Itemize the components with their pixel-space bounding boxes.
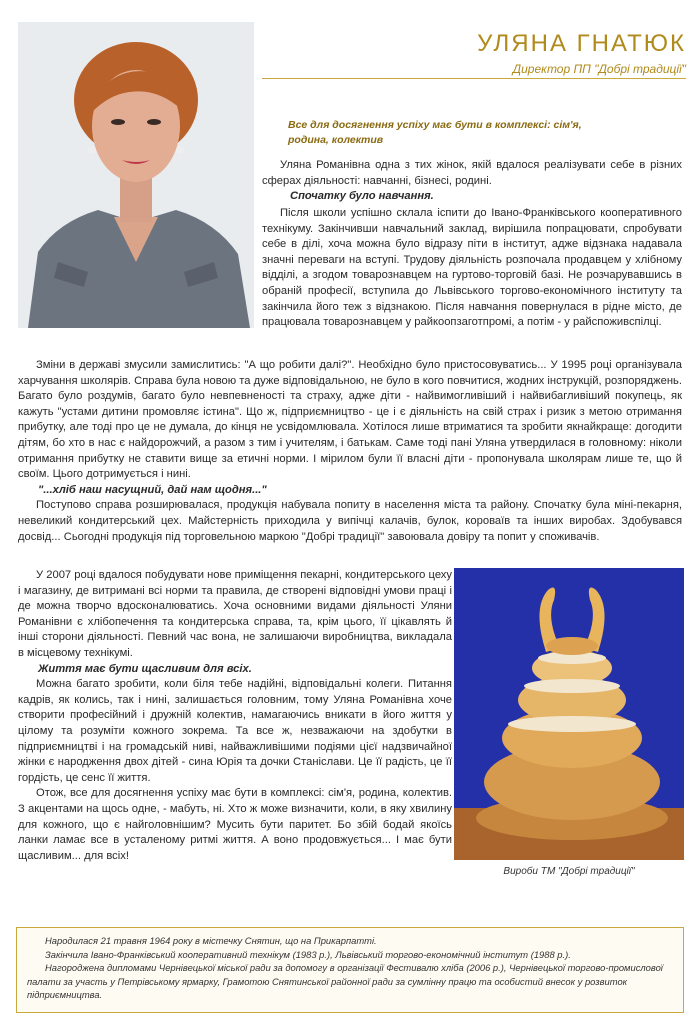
person-title: Директор ПП "Добрі традиції" [512,62,686,76]
section-heading-bread: "...хліб наш насущний, дай нам щодня..." [38,483,267,496]
section-heading-happy: Життя має бути щасливим для всіх. [38,662,252,675]
intro-paragraph: Уляна Романівна одна з тих жінок, якій вдалося реалізувати себе в різних сферах діяльності: навчанні, бізнесі, родині. [262,159,682,187]
article-body-1 [18,358,682,545]
changes-paragraph: Зміни в державі змусили замислитись: "А що робити далі?". Необхідно було пристосовуватись... У 1995 році організувала харчування школярів. Справа була новою та дуже відповідальною, не було в кого повчитися, жодних інструкцій, розпоряджень. Багато було роздумів, багато було невпевненості та страху, адже діти - найвимогливіший і найвибагливіший покупець, як кажуть "устами дитини промовляє істина". Що ж, підприємництво - це і є діяльність на свій страх і ризик з метою отримання прибутку, але тоді про це не думала, до кінця не усвідомлювала. Хотілося лише втриматися та зробити якнайкраще: догодити дітям, бо хто в нас є найдорожчий, а разом з тим і учителям, і батькам. Саме тоді пані Уляна утвердилася в головному: ніколи отримання прибутку не ставити вище за етичні норми. І мірилом були її власні діти - пропонувала школярам лише те, що й своїм. Цього дотримується і нині. [18,359,682,481]
bio-born: Народилася 21 травня 1964 року в містечку Снятин, що на Прикарпатті. [45,935,377,946]
building-paragraph: У 2007 році вдалося побудувати нове приміщення пекарні, кондитерського цеху і магазину, де витримані всі норми та правила, де створені відповідні умови праці і де можна творчо вдосконалюватись. Хоча основними видами діяльності Уляни Романівни є хлібопечення та кондитерська справа, та, крім цього, її цікавлять й інші сторони діяльності. Певний час вона, не залишаючи виробництва, викладала в місцевому технікумі. [18,569,452,659]
team-paragraph: Можна багато зробити, коли біля тебе надійні, відповідальні колеги. Питання кадрів, як колись, так і нині, залишається головним, тому Уляна Романівна хоче створити професійний і дружній колектив, намагаючись вникати в його життя у цілому та розуміти кожного зокрема. Та все ж, незважаючи на здобутки в підприємництві і на громадській ниві, найважливішими подіями цієї надзвичайної жінки є народження двох дітей - сина Юрія та дочки Станіслави. Це її радість, це її гордість, це сенс її життя. [18,678,452,784]
closing-paragraph: Отож, все для досягнення успіху має бути в комплексі: сім'я, родина, колектив. З акцентами на щось одне, - мабуть, ні. Хто ж може визначити, коли, в яку хвилину для кожного, що є найголовнішим? Мусить бути паритет. Бо збій бодай якоїсь ланки ламає все в усталеному ритмі життя. А воно продовжується... І має бути щасливим... для всіх! [18,787,452,862]
bio-education: Закінчила Івано-Франківський кооперативний технікум (1983 р.), Львівський торгово-економічний інститут (1988 р.). [45,948,571,960]
header-divider [262,78,686,79]
pull-quote: Все для досягнення успіху має бути в комплексі: сім'я, родина, колектив [288,119,582,146]
article-education [18,206,682,331]
growth-paragraph: Поступово справа розширювалася, продукція набувала попиту в населення міста та району. Спочатку була міні-пекарня, невеликий кондитерський цех. Майстерність приходила у випічці калачів, булок, короваїв та інших виробах. Здобувався досвід... Сьогодні продукція під торговельною маркою "Добрі традиції" завоювала довіру та попит у споживачів. [18,499,682,543]
article-body-2 [18,568,452,864]
person-name: УЛЯНА ГНАТЮК [477,30,686,57]
article-column-top [262,158,682,205]
bread-photo [454,568,684,860]
korovai-illustration [454,568,684,860]
photo-caption: Вироби ТМ "Добрі традиції" [503,866,635,877]
bio-box [16,927,684,1013]
bio-awards: Нагороджена дипломами Чернівецької міської ради за допомогу в організації Фестивалю хліба (2006 р.), Чернівецької торгово-промислової палати за участь у Петрівському ярмарку, Грамотою Снятинської районної ради за сумлінну працю та особистий внесок у розвиток підприємництва. [27,962,663,1000]
education-paragraph: Після школи успішно склала іспити до Івано-Франківського кооперативного технікуму. Закінчивши навчальний заклад, вирішила попрацювати, спробувати себе в ділі, хоча можна було відразу піти в інститут, адже відзнака надавала значні переваги на вступі. Трудову діяльність розпочала продавцем у хлібному відділі, а згодом товарознавцем на гуртово-торговій базі. Не розчарувавшись в обраній професії, вступила до Львівського торгово-економічного інституту та закінчила його теж з відзнакою. Після навчання повернулася в рідне місто, де працювала товарознавцем у райкоопзаготпромі, а потім - у райспоживспілці. [262,207,682,329]
section-heading-education: Спочатку було навчання. [290,190,434,203]
